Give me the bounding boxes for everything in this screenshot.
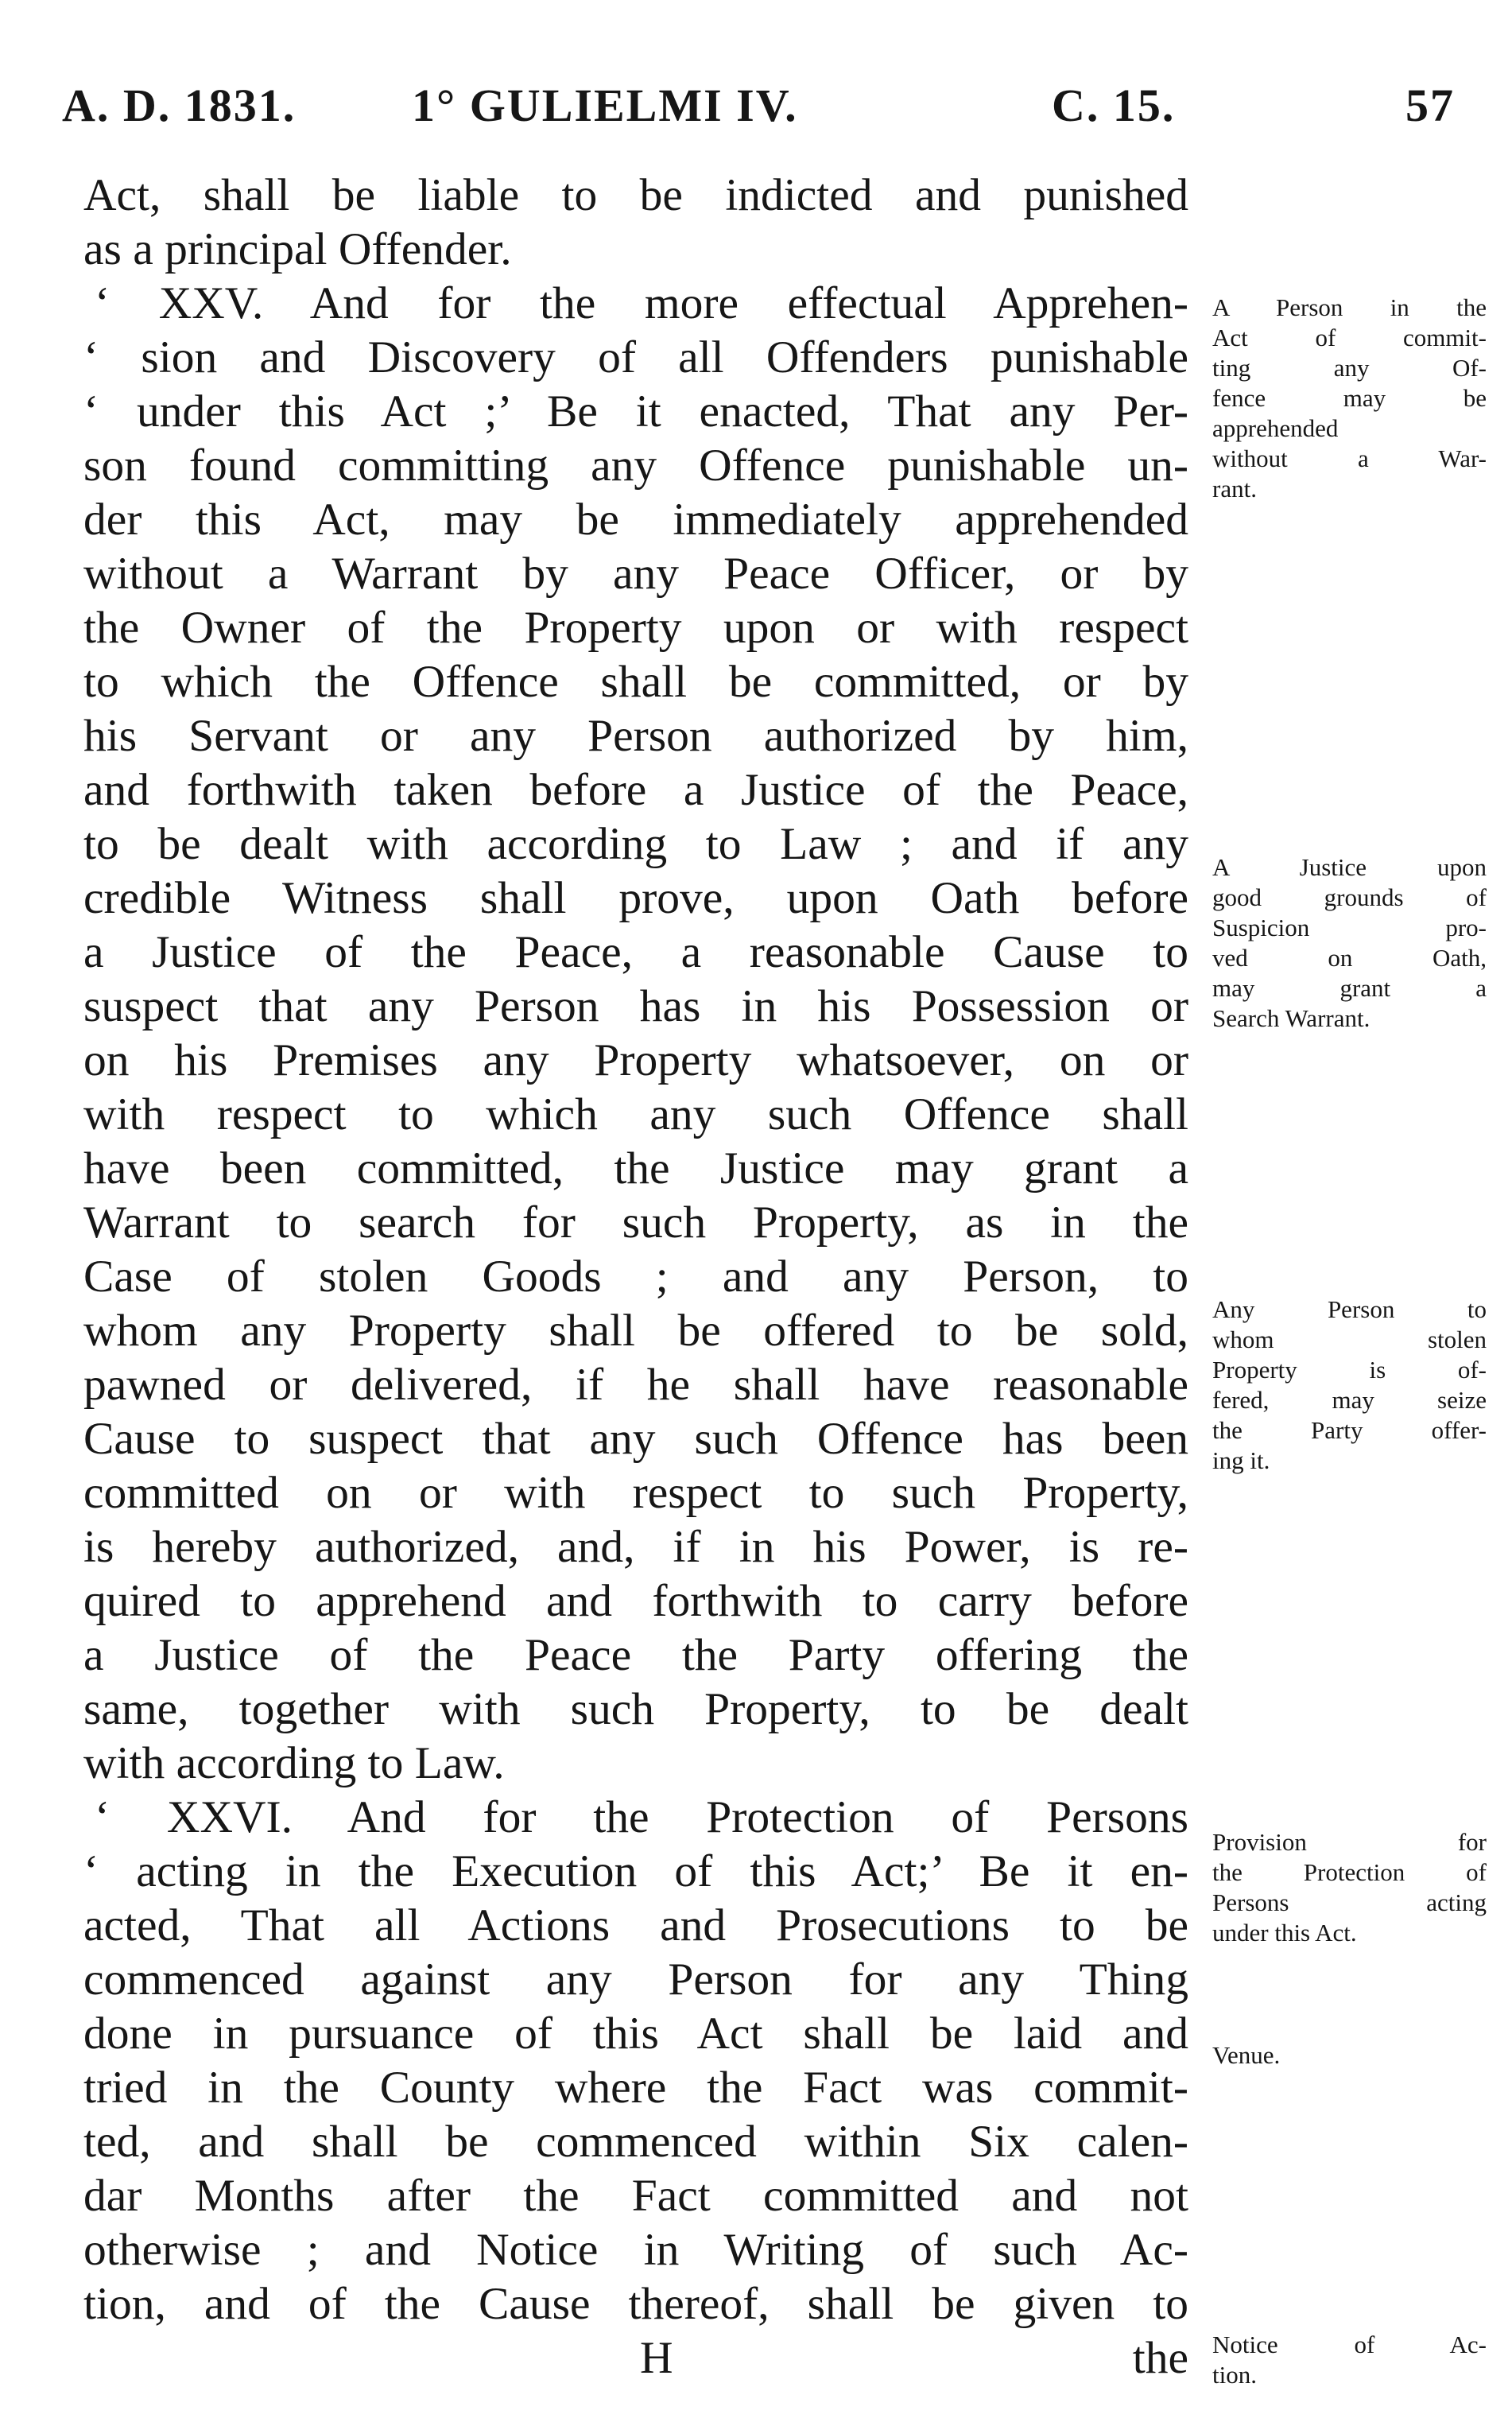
text-line: done in pursuance of this Act shall be laid and bbox=[83, 2009, 1188, 2059]
text-line: credible Witness shall prove, upon Oath before bbox=[83, 873, 1188, 923]
text-line: ‘ XXVI. And for the Protection of Persons bbox=[95, 1792, 1188, 1842]
margin-note-line: tion. bbox=[1212, 2361, 1257, 2389]
text-line: with respect to which any such Offence shall bbox=[83, 1089, 1188, 1139]
text-line: a Justice of the Peace, a reasonable Cause to bbox=[83, 927, 1188, 977]
text-line: with according to Law. bbox=[83, 1738, 505, 1788]
margin-note-line: the Party offer- bbox=[1212, 1416, 1487, 1444]
text-line: commenced against any Person for any Thing bbox=[83, 1954, 1188, 2005]
margin-note bbox=[1212, 1294, 1487, 1476]
margin-note-line: the Protection of bbox=[1212, 1858, 1487, 1886]
text-line: acted, That all Actions and Prosecutions to be bbox=[83, 1900, 1188, 1950]
text-line: ‘ sion and Discovery of all Offenders punishable bbox=[83, 332, 1188, 382]
margin-note-line: fence may be bbox=[1212, 384, 1487, 412]
margin-note-line: fered, may seize bbox=[1212, 1386, 1487, 1414]
margin-note-line: Venue. bbox=[1212, 2041, 1281, 2069]
text-line: ‘ under this Act ;’ Be it enacted, That any Per- bbox=[83, 386, 1188, 437]
header-reign: 1° GULIELMI IV. bbox=[412, 80, 798, 131]
margin-note-line: Act of commit- bbox=[1212, 324, 1487, 351]
margin-note bbox=[1212, 1827, 1487, 1948]
margin-note-line: ing it. bbox=[1212, 1446, 1270, 1474]
signature-line bbox=[83, 2331, 1188, 2385]
margin-note-line: good grounds of bbox=[1212, 883, 1487, 911]
text-line: and forthwith taken before a Justice of the Peace, bbox=[83, 765, 1188, 815]
margin-note-line: may grant a bbox=[1212, 974, 1487, 1002]
text-line: Case of stolen Goods ; and any Person, to bbox=[83, 1252, 1188, 1302]
text-line: have been committed, the Justice may grant a bbox=[83, 1143, 1188, 1194]
running-header bbox=[62, 70, 1461, 142]
text-line: is hereby authorized, and, if in his Power, is re- bbox=[83, 1522, 1188, 1572]
margin-note bbox=[1212, 2330, 1487, 2390]
text-line: pawned or delivered, if he shall have reasonable bbox=[83, 1360, 1188, 1410]
margin-note-line: Any Person to bbox=[1212, 1295, 1487, 1323]
text-line: the Owner of the Property upon or with respect bbox=[83, 603, 1188, 653]
margin-note bbox=[1212, 293, 1487, 504]
text-line: otherwise ; and Notice in Writing of such Ac- bbox=[83, 2225, 1188, 2275]
margin-note-line: Property is of- bbox=[1212, 1356, 1487, 1384]
margin-note-line: under this Act. bbox=[1212, 1919, 1357, 1947]
page-number: 57 bbox=[1405, 80, 1455, 131]
text-line: Cause to suspect that any such Offence has been bbox=[83, 1414, 1188, 1464]
margin-note-line: Persons acting bbox=[1212, 1888, 1487, 1916]
text-line: ted, and shall be commenced within Six calen- bbox=[83, 2117, 1188, 2167]
margin-note-line: Provision for bbox=[1212, 1828, 1487, 1856]
margin-note-line: ting any Of- bbox=[1212, 354, 1487, 382]
margin-note-line: A Justice upon bbox=[1212, 853, 1487, 881]
text-line: der this Act, may be immediately apprehended bbox=[83, 495, 1188, 545]
text-line: a Justice of the Peace the Party offering the bbox=[83, 1630, 1188, 1680]
statute-text bbox=[83, 169, 1188, 2385]
text-line: as a principal Offender. bbox=[83, 224, 512, 274]
margin-note-line: A Person in the bbox=[1212, 293, 1487, 321]
text-line: Act, shall be liable to be indicted and punished bbox=[83, 170, 1188, 220]
text-line: ‘ acting in the Execution of this Act;’ Be it en- bbox=[83, 1846, 1188, 1896]
text-line: tion, and of the Cause thereof, shall be given to bbox=[83, 2279, 1188, 2329]
text-line: ‘ XXV. And for the more effectual Apprehen- bbox=[95, 278, 1188, 328]
margin-note-line: Search Warrant. bbox=[1212, 1004, 1370, 1032]
text-line: his Servant or any Person authorized by him, bbox=[83, 711, 1188, 761]
margin-note-line: ved on Oath, bbox=[1212, 944, 1487, 972]
text-line: whom any Property shall be offered to be sold, bbox=[83, 1306, 1188, 1356]
header-year: A. D. 1831. bbox=[62, 80, 297, 131]
margin-note-line: Notice of Ac- bbox=[1212, 2331, 1487, 2358]
margin-note-line: Suspicion pro- bbox=[1212, 914, 1487, 941]
margin-note bbox=[1212, 2040, 1487, 2071]
text-line: dar Months after the Fact committed and not bbox=[83, 2171, 1188, 2221]
text-line: without a Warrant by any Peace Officer, or by bbox=[83, 549, 1188, 599]
text-line: suspect that any Person has in his Possession or bbox=[83, 981, 1188, 1031]
signature-mark: H bbox=[640, 2333, 673, 2383]
margin-note-line: rant. bbox=[1212, 475, 1257, 503]
header-chapter: C. 15. bbox=[1052, 80, 1176, 131]
text-line: quired to apprehend and forthwith to carry before bbox=[83, 1576, 1188, 1626]
margin-note-line: apprehended bbox=[1212, 414, 1339, 442]
text-line: same, together with such Property, to be dealt bbox=[83, 1684, 1188, 1734]
text-line: on his Premises any Property whatsoever, on or bbox=[83, 1035, 1188, 1085]
margin-note-line: without a War- bbox=[1212, 444, 1487, 472]
text-line: tried in the County where the Fact was commit- bbox=[83, 2063, 1188, 2113]
text-line: Warrant to search for such Property, as in the bbox=[83, 1197, 1188, 1248]
catchword: the bbox=[1132, 2333, 1188, 2383]
text-line: to which the Offence shall be committed, or by bbox=[83, 657, 1188, 707]
text-line: son found committing any Offence punishable un- bbox=[83, 441, 1188, 491]
text-line: committed on or with respect to such Property, bbox=[83, 1468, 1188, 1518]
margin-note bbox=[1212, 852, 1487, 1034]
text-line: to be dealt with according to Law ; and if any bbox=[83, 819, 1188, 869]
margin-note-line: whom stolen bbox=[1212, 1326, 1487, 1353]
